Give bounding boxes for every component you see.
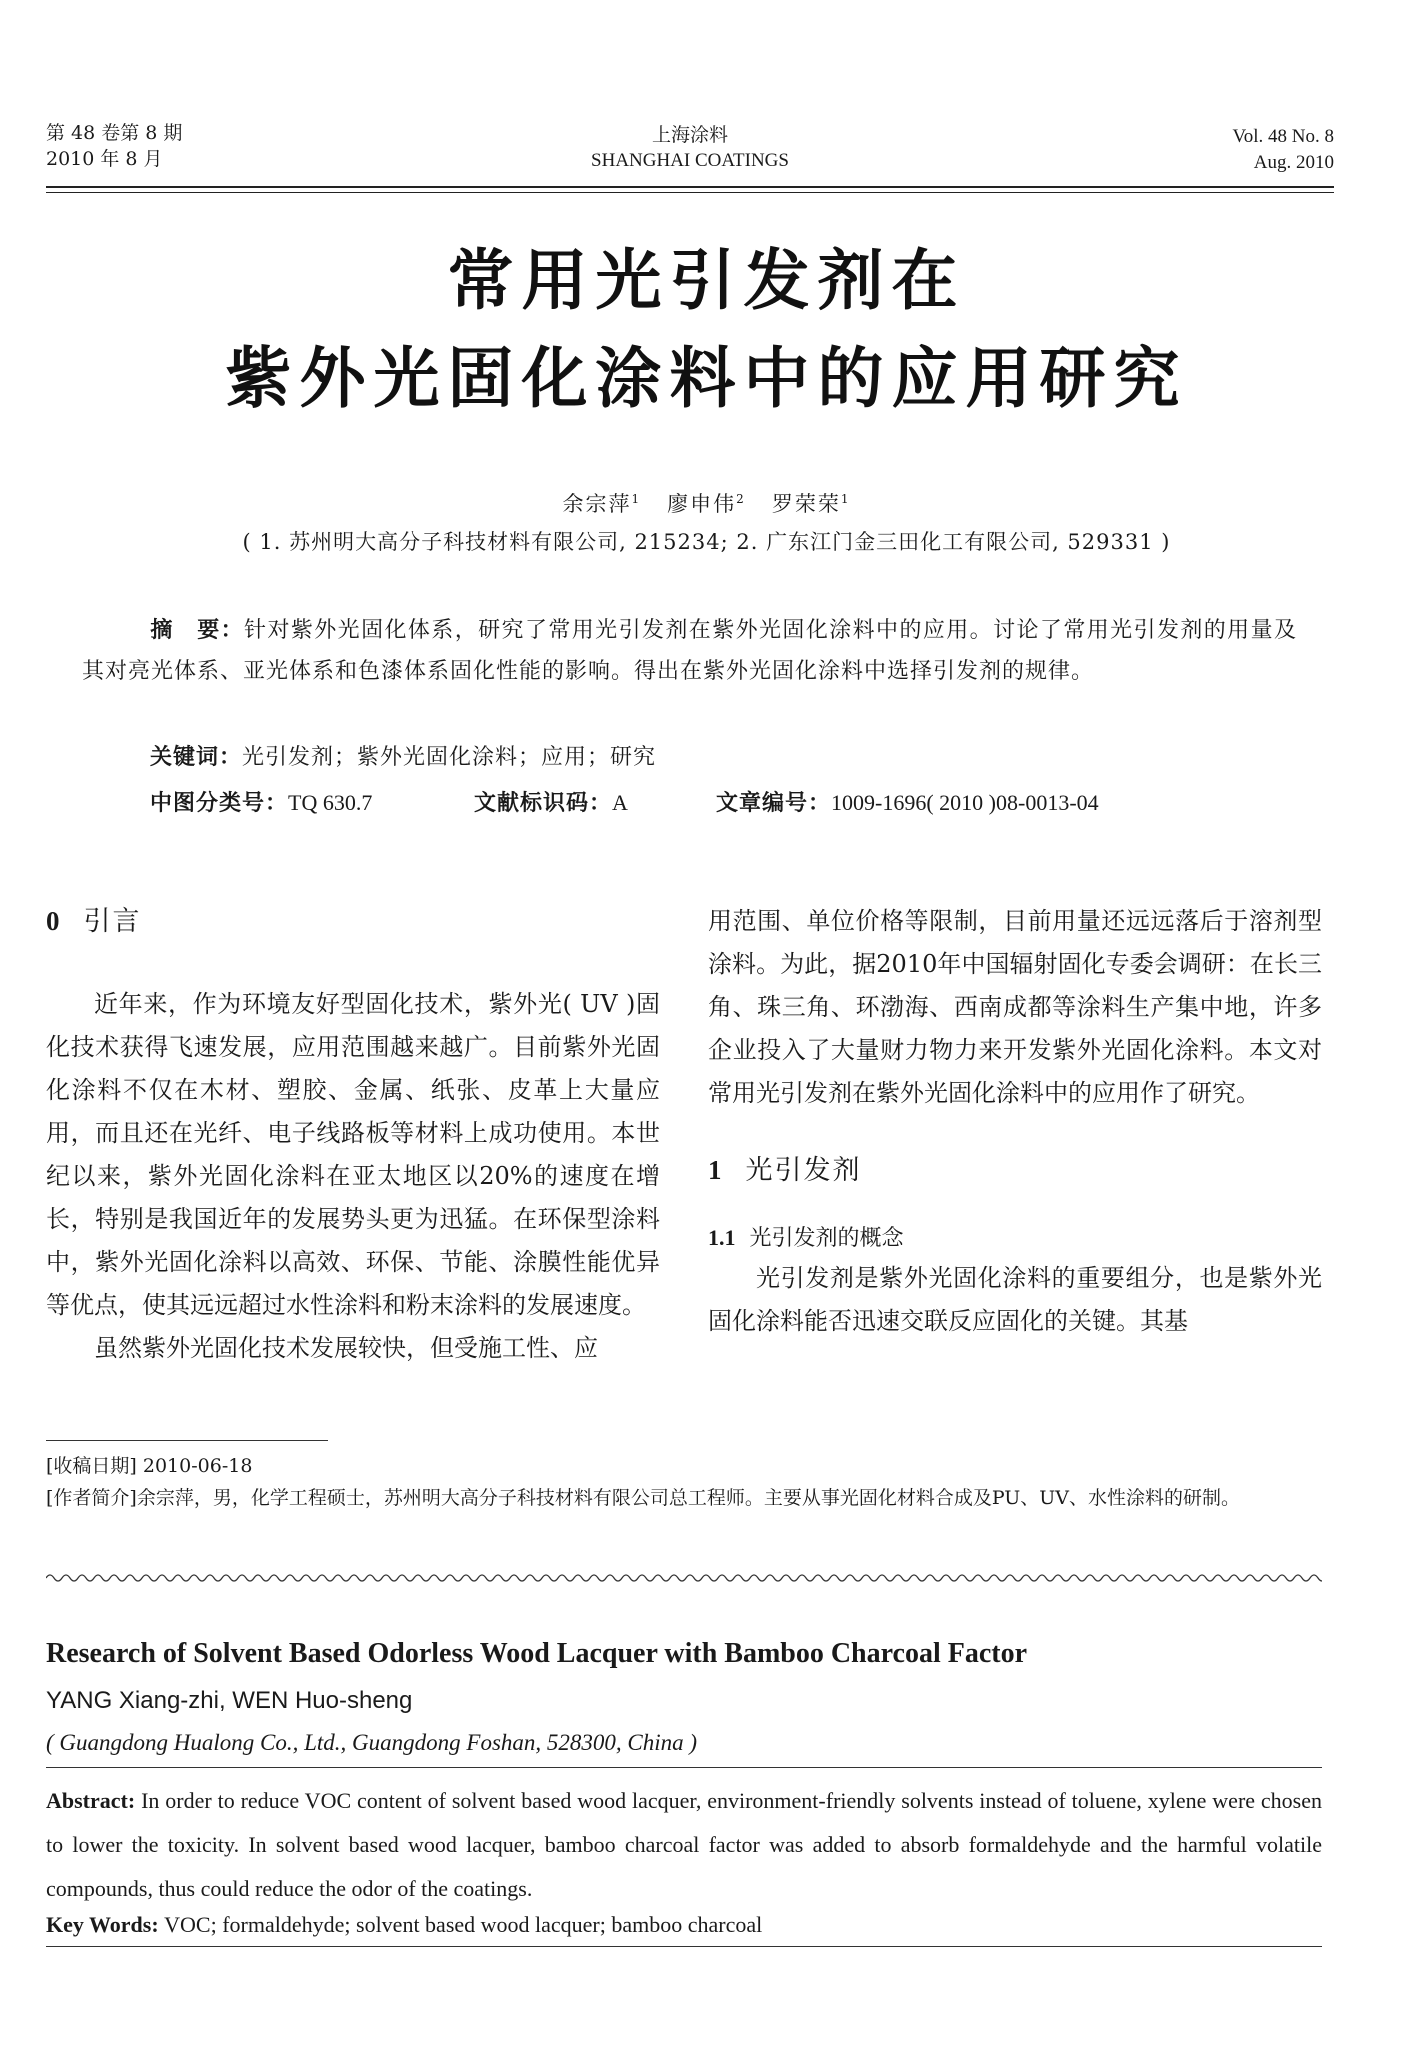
section-1-heading — [708, 1149, 1322, 1192]
article-number-label: 文章编号： — [716, 791, 832, 816]
doc-code-label: 文献标识码： — [474, 791, 613, 816]
header-rule-thin — [46, 192, 1334, 193]
footnotes — [46, 1450, 1322, 1514]
concept-paragraph-1: 光引发剂是紫外光固化涂料的重要组分，也是紫外光固化涂料能否迅速交联反应固化的关键。其基 — [708, 1264, 1322, 1335]
clc-label: 中图分类号： — [150, 791, 289, 816]
english-title: Research of Solvent Based Odorless Wood Lacquer with Bamboo Charcoal Factor — [46, 1638, 1028, 1669]
author-name: 罗荣荣 — [771, 492, 841, 516]
journal-name-en: SHANGHAI COATINGS — [591, 150, 789, 171]
abstract-zh — [82, 610, 1297, 692]
footnote-separator — [46, 1440, 328, 1441]
english-keywords — [46, 1912, 762, 1938]
right-column — [708, 900, 1322, 1343]
english-authors: YANG Xiang-zhi, WEN Huo-sheng — [46, 1687, 413, 1714]
section-title: 引言 — [83, 906, 142, 937]
issue-date: 2010 年 8 月 — [46, 148, 163, 170]
keywords-label: 关键词： — [150, 745, 243, 770]
english-abstract-text: In order to reduce VOC content of solvent based wood lacquer, environment-friendly solvents instead of toluene, xylene were chosen to lower the toxicity. In solvent based wood lacquer, bamboo charcoal factor was added to absorb formaldehyde and the harmful volatile compounds, thus could reduce the odor of the coatings. — [46, 1788, 1323, 1901]
english-keywords-text: VOC; formaldehyde; solvent based wood lacquer; bamboo charcoal — [164, 1912, 763, 1937]
document-code — [474, 786, 628, 817]
intro-paragraph-2-continued: 用范围、单位价格等限制，目前用量还远远落后于溶剂型涂料。为此，据2010年中国辐射固化专委会调研：在长三角、珠三角、环渤海、西南成都等涂料生产集中地，许多企业投入了大量财力物力来开发紫外光固化涂料。本文对常用光引发剂在紫外光固化涂料中的应用作了研究。 — [708, 907, 1322, 1107]
subsection-title: 光引发剂的概念 — [749, 1226, 904, 1251]
english-keywords-label: Key Words: — [46, 1912, 159, 1937]
author-affiliations: ( 1. 苏州明大高分子科技材料有限公司, 215234; 2. 广东江门金三田化工有限公司, 529331 ) — [242, 530, 1171, 554]
header-rule — [46, 186, 1334, 188]
author-bio — [46, 1482, 1322, 1514]
doc-code-value: A — [612, 790, 628, 815]
english-abstract — [46, 1779, 1322, 1911]
volume-number: Vol. 48 No. 8 — [1232, 126, 1334, 147]
journal-name — [480, 122, 900, 174]
intro-paragraph-2-start: 虽然紫外光固化技术发展较快，但受施工性、应 — [94, 1334, 598, 1362]
abstract-text: 针对紫外光固化体系，研究了常用光引发剂在紫外光固化涂料中的应用。讨论了常用光引发剂的用量及其对亮光体系、亚光体系和色漆体系固化性能的影响。得出在紫外光固化涂料中选择引发剂的规律。 — [82, 618, 1297, 684]
issue-month: Aug. 2010 — [1253, 152, 1334, 173]
author-bio-label: [作者简介] — [46, 1487, 137, 1509]
author-bio-text: 余宗萍，男，化学工程硕士，苏州明大高分子科技材料有限公司总工程师。主要从事光固化材料合成及PU、UV、水性涂料的研制。 — [136, 1487, 1241, 1509]
author-affil-mark: 1 — [631, 492, 642, 506]
subsection-number: 1.1 — [708, 1225, 736, 1250]
english-rule-bottom — [46, 1946, 1322, 1947]
section-title: 光引发剂 — [745, 1155, 862, 1186]
intro-paragraph-1: 近年来，作为环境友好型固化技术，紫外光( UV )固化技术获得飞速发展，应用范围越来越广。目前紫外光固化涂料不仅在木材、塑胶、金属、纸张、皮革上大量应用，而且还在光纤、电子线路板等材料上成功使用。本世纪以来，紫外光固化涂料在亚太地区以20%的速度在增长，特别是我国近年的发展势头更为迅猛。在环保型涂料中，紫外光固化涂料以高效、环保、节能、涂膜性能优异等优点，使其远远超过水性涂料和粉末涂料的发展速度。 — [46, 990, 660, 1319]
article-title-line1: 常用光引发剂在 — [447, 241, 966, 319]
section-0-heading — [46, 900, 660, 943]
wavy-divider — [46, 1570, 1322, 1586]
keywords-zh — [150, 740, 656, 771]
volume-issue: 第 48 卷第 8 期 — [46, 122, 183, 144]
article-title-line2: 紫外光固化涂料中的应用研究 — [225, 339, 1188, 417]
author-affil-mark: 1 — [840, 492, 851, 506]
author-name: 余宗萍 — [562, 492, 632, 516]
section-number: 0 — [46, 906, 62, 936]
author-name: 廖申伟 — [667, 492, 737, 516]
english-abstract-label: Abstract: — [46, 1788, 136, 1813]
clc-number — [150, 786, 372, 817]
author-list — [0, 488, 1413, 518]
journal-issue-en — [1232, 124, 1334, 176]
section-number: 1 — [708, 1155, 724, 1185]
journal-name-zh: 上海涂料 — [651, 124, 728, 146]
received-date: [收稿日期] 2010-06-18 — [46, 1455, 253, 1477]
clc-value: TQ 630.7 — [288, 790, 373, 815]
abstract-label: 摘 要： — [150, 618, 245, 643]
article-number-value: 1009-1696( 2010 )08-0013-04 — [831, 790, 1099, 815]
author-affil-mark: 2 — [736, 492, 746, 506]
journal-issue-zh — [46, 120, 182, 172]
keywords-text: 光引发剂；紫外光固化涂料；应用；研究 — [242, 745, 657, 770]
subsection-1-1-heading — [708, 1220, 1322, 1257]
english-rule-top — [46, 1767, 1322, 1768]
article-number — [716, 786, 1099, 817]
english-affiliation: ( Guangdong Hualong Co., Ltd., Guangdong Foshan, 528300, China ) — [46, 1730, 698, 1755]
left-column — [46, 900, 660, 1370]
